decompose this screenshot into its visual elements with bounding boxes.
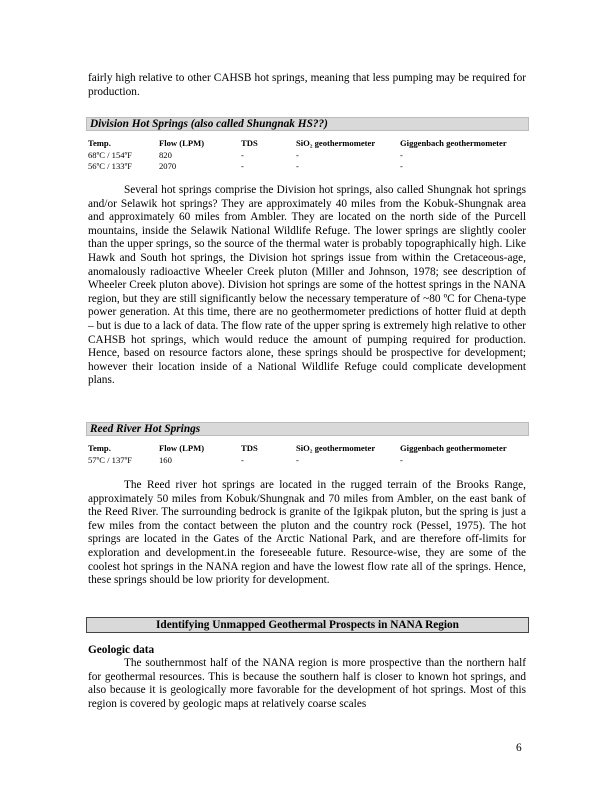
col-giggenbach: Giggenbach geothermometer <box>400 443 507 453</box>
table-header-row <box>88 442 530 454</box>
col-tds: TDS <box>241 443 258 453</box>
cell-giggenbach: - <box>400 160 403 171</box>
table-row <box>88 149 530 160</box>
page-number: 6 <box>516 742 522 754</box>
geologic-data-paragraph: The southernmost half of the NANA region is more prospective than the northern half for geothermal resources. This is because the southern half is closer to known hot springs, and also because it is geologically more favorable for the development of hot springs. Most of this region is covered by geologic maps at relatively coarse scales <box>88 657 526 710</box>
cell-flow: 160 <box>159 454 172 465</box>
cell-tds: - <box>241 454 244 465</box>
division-paragraph: Several hot springs comprise the Division hot springs, also called Shungnak hot springs and/or Selawik hot springs? They are approximately 40 miles from the Kobuk-Shungnak area and approximately 60 miles from Ambler. They are located on the north side of the Purcell mountains, inside the Selawik National Wildlife Refuge. The lower springs are slightly cooler than the upper springs, so the source of the thermal water is probably topographically high. Like Hawk and South hot springs, the Division hot springs issue from within the Cretaceous-age, anomalously radioactive Wheeler Creek pluton (Miller and Johnson, 1978; see description of Wheeler Creek pluton above). Division hot springs are some of the hottest springs in the NANA region, but they are still significantly below the necessary temperature of ~80 ºC for Chena-type power generation. At this time, there are no geothermometer predictions of hotter fluid at depth – but is due to a lack of data. The flow rate of the upper spring is extremely high relative to other CAHSB hot springs, which would reduce the amount of pumping required for production. Hence, based on resource factors alone, these springs should be prospective for development; however their location inside of a National Wildlife Refuge could complicate development plans. <box>88 184 526 387</box>
cell-sio2: - <box>296 454 299 465</box>
table-header-row <box>88 137 530 149</box>
cell-sio2: - <box>296 160 299 171</box>
cell-giggenbach: - <box>400 149 403 160</box>
intro-paragraph: fairly high relative to other CAHSB hot springs, meaning that less pumping may be required for production. <box>88 72 526 98</box>
division-table <box>88 137 530 171</box>
division-section-header: Division Hot Springs (also called Shungnak HS??) <box>86 117 529 131</box>
cell-tds: - <box>241 160 244 171</box>
col-flow: Flow (LPM) <box>159 443 205 453</box>
cell-sio2: - <box>296 149 299 160</box>
table-row <box>88 454 530 465</box>
col-tds: TDS <box>241 138 258 148</box>
reed-section-header: Reed River Hot Springs <box>86 422 529 436</box>
cell-flow: 2070 <box>159 160 177 171</box>
col-sio2: SiO₂ geothermometer <box>296 443 376 453</box>
geologic-data-heading: Geologic data <box>88 644 155 656</box>
table-row <box>88 160 530 171</box>
cell-flow: 820 <box>159 149 172 160</box>
cell-tds: - <box>241 149 244 160</box>
col-flow: Flow (LPM) <box>159 138 205 148</box>
cell-giggenbach: - <box>400 454 403 465</box>
col-sio2: SiO₂ geothermometer <box>296 138 376 148</box>
unmapped-section-header: Identifying Unmapped Geothermal Prospects in NANA Region <box>86 617 529 633</box>
cell-temp: 56ºC / 133ºF <box>88 160 133 171</box>
cell-temp: 68ºC / 154ºF <box>88 149 133 160</box>
col-temp: Temp. <box>88 138 111 148</box>
col-temp: Temp. <box>88 443 111 453</box>
cell-temp: 57ºC / 137ºF <box>88 454 133 465</box>
reed-table <box>88 442 530 465</box>
reed-paragraph: The Reed river hot springs are located in the rugged terrain of the Brooks Range, approximately 50 miles from Kobuk/Shungnak and 70 miles from Ambler, on the east bank of the Reed River. The surrounding bedrock is granite of the Igikpak pluton, but the spring is just a few miles from the contact between the pluton and the country rock (Pessel, 1975). The hot springs are located in the Gates of the Arctic National Park, and are therefore off-limits for exploration and development.in the foreseeable future. Resource-wise, they are some of the coolest hot springs in the NANA region and have the lowest flow rate all of the springs. Hence, these springs should be low priority for development. <box>88 479 526 587</box>
col-giggenbach: Giggenbach geothermometer <box>400 138 507 148</box>
